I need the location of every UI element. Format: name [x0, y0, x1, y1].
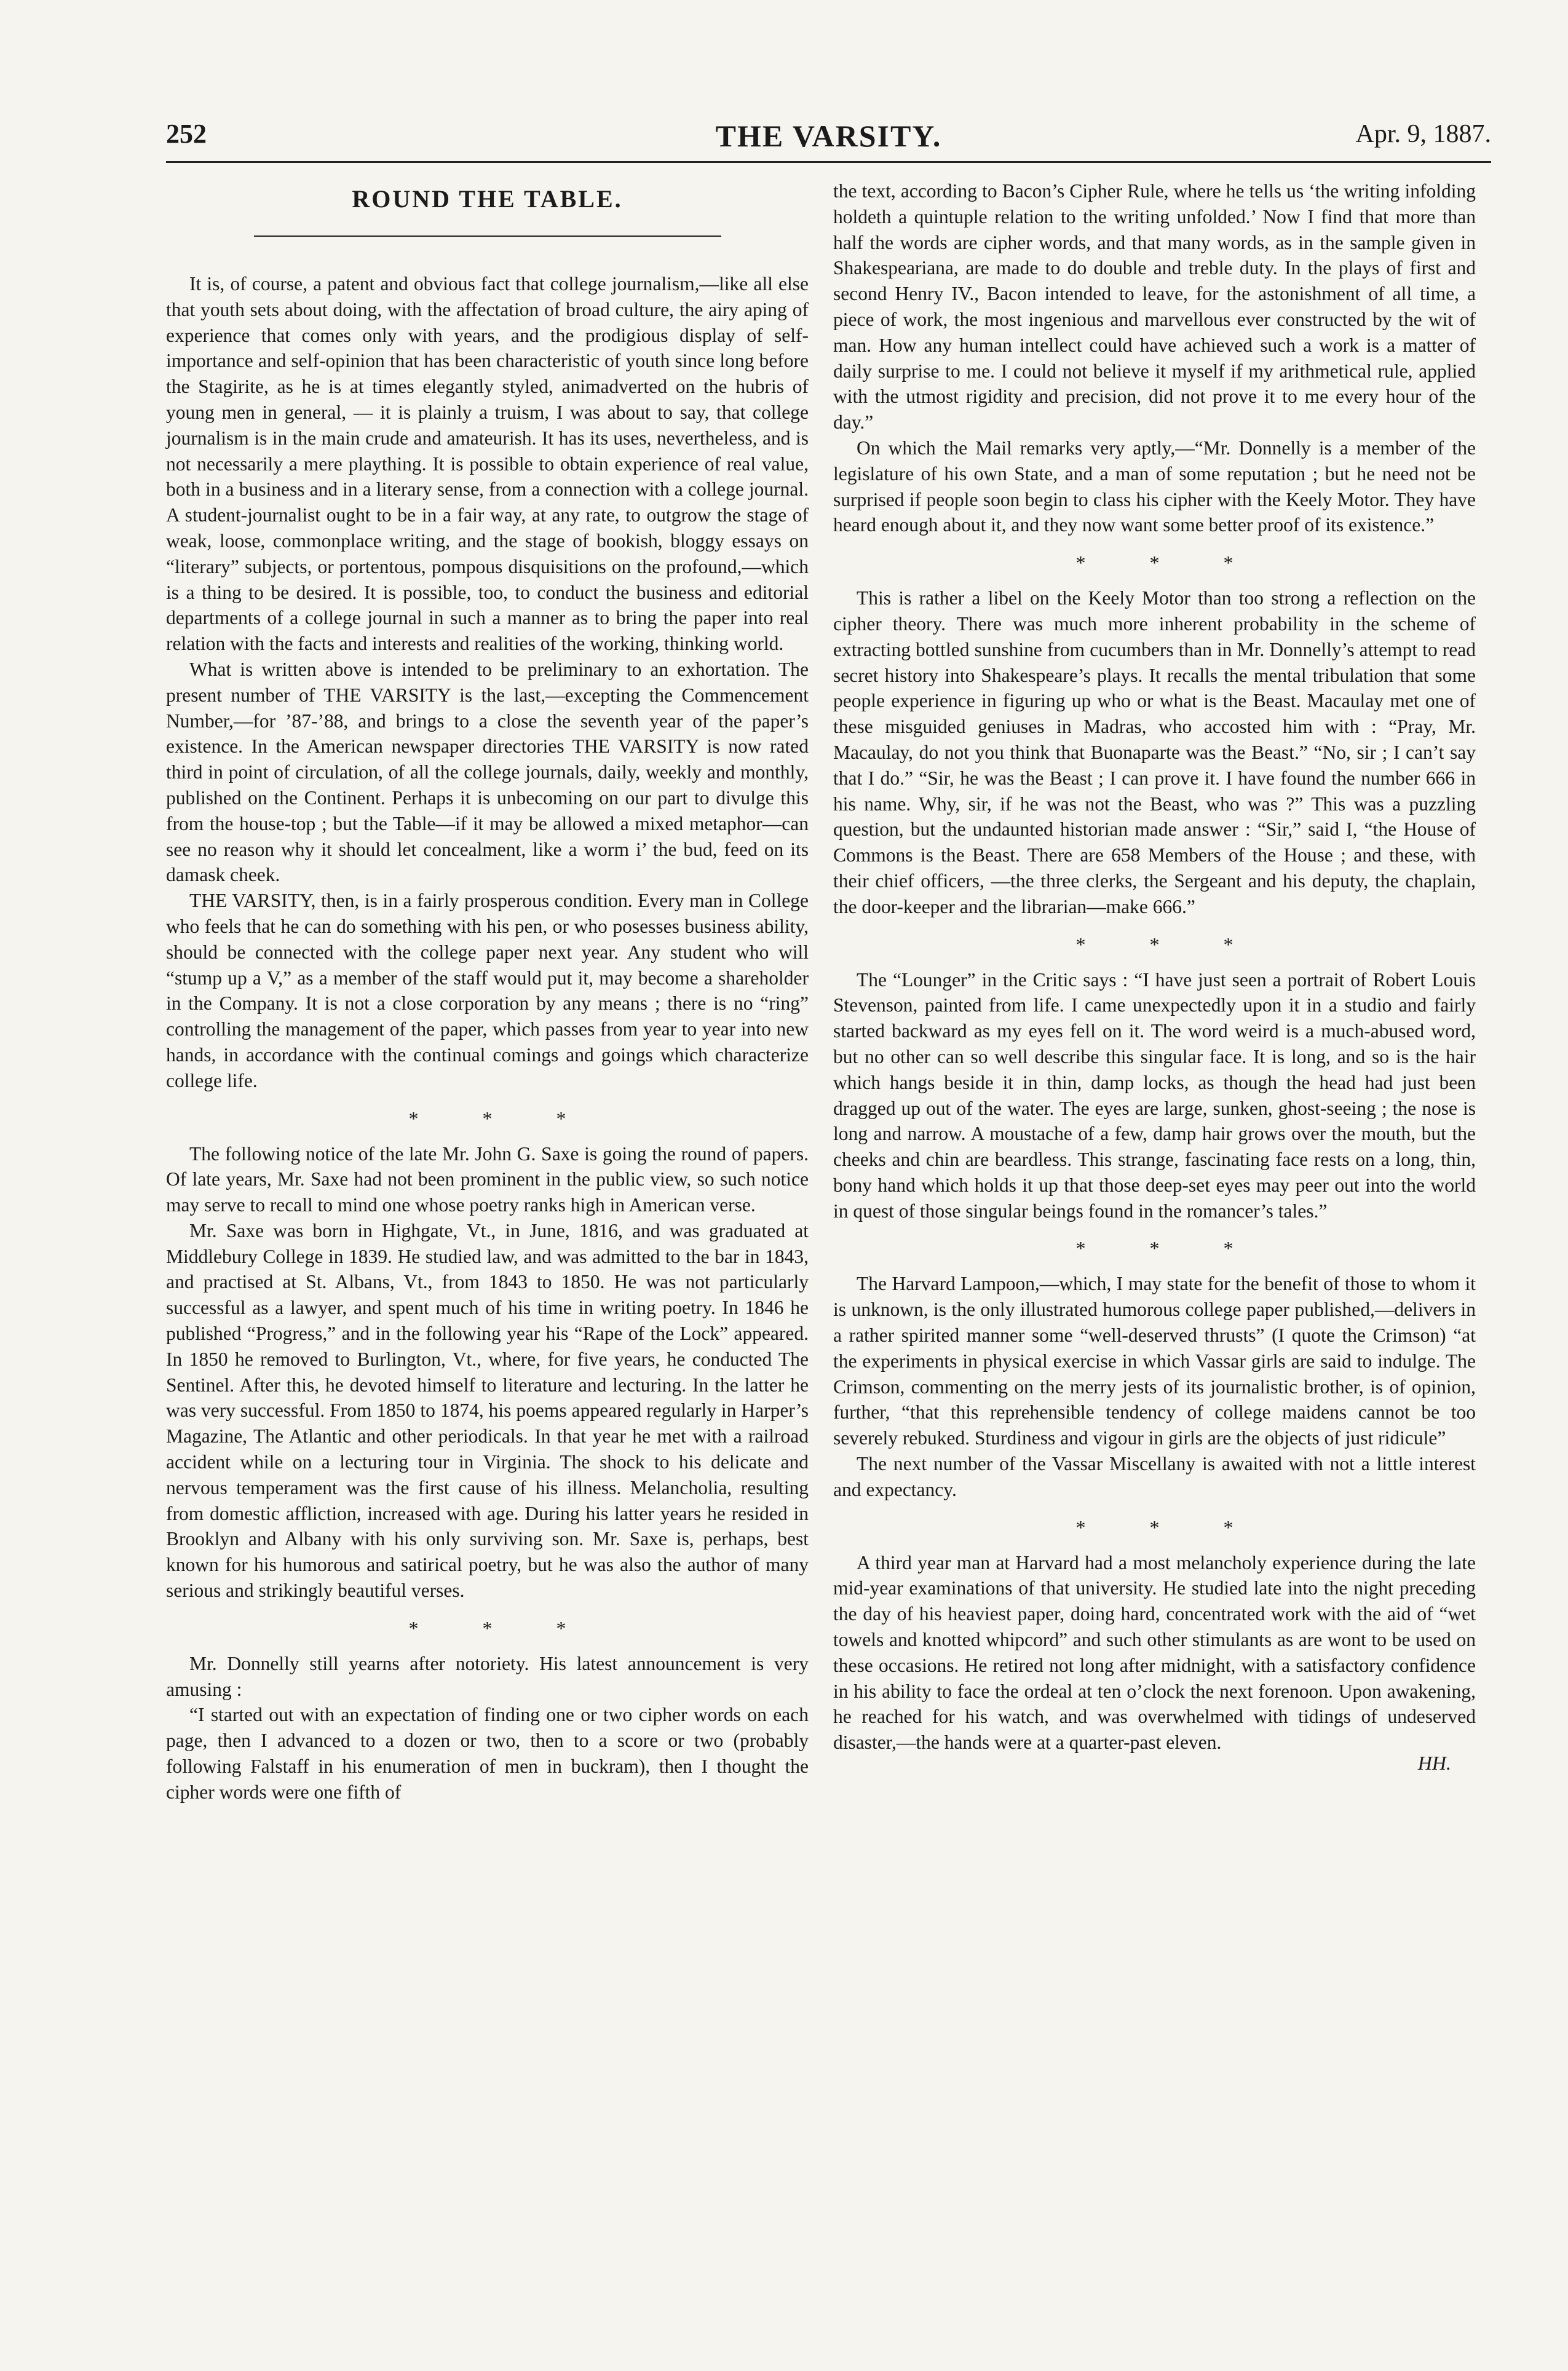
- issue-date: Apr. 9, 1887.: [1355, 120, 1491, 148]
- journal-title: THE VARSITY.: [715, 119, 942, 153]
- left-column: [166, 178, 809, 1805]
- paragraph-college-journalism: It is, of course, a patent and obvious fact that college journalism,—like all else that youth sets about doing, with the affectation of broad culture, the airy aping of experience that comes only with years, and the prodigious display of self-importance and self-opinion that has been characteristic of youth since long before the Stagirite, as he is at times elegantly styled, animadverted on the hubris of young men in general, — it is plainly a truism, I was about to say, that college journalism is in the main crude and amateurish. It has its uses, nevertheless, and is not necessarily a mere plaything. It is possible to obtain experience of real value, both in a business and in a literary sense, from a connection with a college journal. A student-journalist ought to be in a fair way, at any rate, to outgrow the stage of weak, loose, commonplace writing, and the stage of bookish, bloggy essays on “literary” subjects, or portentous, pompous disquisitions on the profound,—which is a thing to be desired. It is possible, too, to conduct the business and editorial departments of a college journal in such a manner as to bring the paper into real relation with the facts and interests and realities of the working, thinking world.: [166, 273, 809, 655]
- paragraph-harvard-student: A third year man at Harvard had a most melancholy experience during the late mid-year examinations of that university. He studied late into the night preceding the day of his heaviest paper, doing hard, concentrated work with the aid of “wet towels and knotted whipcord” and such other stimulants as are wont to be used on these occasions. He retired not long after midnight, with a satisfactory confidence in his ability to face the ordeal at ten o’clock the next forenoon. Upon awakening, he reached for his watch, and was overwhelmed with tidings of undeserved disaster,—the hands were at a quarter-past eleven.: [833, 1551, 1476, 1754]
- paragraph-harvard-lampoon: The Harvard Lampoon,—which, I may state for the benefit of those to whom it is unknown, is the only illustrated humorous college paper published,—delivers in a rather spirited manner some “well-deserved thrusts” (I quote the Crimson) “at the experiments in physical exercise in which Vassar girls are said to indulge. The Crimson, commenting on the merry jests of its journalistic brother, is of opinion, further, “that this reprehensible tendency of college maidens cannot be too severely rebuked. Sturdiness and vigour in girls are the objects of just ridicule”: [833, 1273, 1476, 1449]
- section-separator: * * *: [1075, 1237, 1263, 1260]
- section-separator: * * *: [408, 1107, 596, 1130]
- paragraph-donnelly-quote-continued: the text, according to Bacon’s Cipher Rule, where he tells us ‘the writing infolding holdeth a quintuple relation to the writing unfolded.’ Now I find that more than half the words are cipher words, and that many words, as in the sample given in Shakespeariana, are made to do double and treble duty. In the plays of first and second Henry IV., Bacon intended to leave, for the astonishment of all time, a piece of work, the most ingenious and marvellous ever constructed by the wit of man. How any human intellect could have achieved such a work is a matter of daily surprise to me. I could not believe it myself if my arithmetical rule, applied with the utmost rigidity and precision, did not prove it to me every hour of the day.”: [833, 180, 1476, 433]
- paragraph-exhortation: What is written above is intended to be preliminary to an exhortation. The present number of THE VARSITY is the last,—excepting the Commencement Number,—for ’87-’88, and brings to a close the seventh year of the paper’s existence. In the American newspaper directories THE VARSITY is now rated third in point of circulation, of all the college journals, daily, weekly and monthly, published on the Continent. Perhaps it is unbecoming on our part to divulge this from the house-top ; but the Table—if it may be allowed a mixed metaphor—can see no reason why it should let concealment, like a worm i’ the bud, feed on its damask cheek.: [166, 658, 809, 886]
- paragraph-varsity-condition: THE VARSITY, then, is in a fairly prosperous condition. Every man in College who feels that he can do something with his pen, or who posesses business ability, should be connected with the college paper next year. Any student who will “stump up a V,” as a member of the staff would put it, may become a shareholder in the Company. It is not a close corporation by any means ; there is no “ring” controlling the management of the paper, which passes from year to year into new hands, in accordance with the continual comings and goings which characterize college life.: [166, 890, 809, 1091]
- title-rule: [254, 236, 721, 237]
- paragraph-keely-motor: This is rather a libel on the Keely Motor than too strong a reflection on the cipher theory. There was much more inherent probability in the scheme of extracting bottled sunshine from cucumbers than in Mr. Donnelly’s attempt to read secret history into Shakespeare’s plays. It recalls the mental tribulation that some people experience in figuring up who or what is the Beast. Macaulay met one of these misguided geniuses in Madras, who accosted him with : “Pray, Mr. Macaulay, do not you think that Buonaparte was the Beast.” “No, sir ; I can’t say that I do.” “Sir, he was the Beast ; I can prove it. I have found the number 666 in his name. Why, sir, if he was not the Beast, who was ?” This was a puzzling question, but the undaunted historian made answer : “Sir,” said I, “the House of Commons is the Beast. There are 658 Members of the House ; and these, with their chief officers, —the three clerks, the Sergeant and his deputy, the chaplain, the door-keeper and the librarian—make 666.”: [833, 587, 1476, 917]
- right-column: [833, 178, 1476, 1775]
- section-separator: * * *: [1075, 933, 1263, 956]
- header-rule: [166, 161, 1491, 163]
- section-separator: * * *: [408, 1617, 596, 1639]
- page-number: 252: [166, 119, 207, 149]
- page-header: [166, 118, 1491, 161]
- section-separator: * * *: [1075, 552, 1263, 574]
- paragraph-saxe-biography: Mr. Saxe was born in Highgate, Vt., in June, 1816, and was graduated at Middlebury College in 1839. He studied law, and was admitted to the bar in 1843, and practised at St. Albans, Vt., from 1843 to 1850. He was not particularly successful as a lawyer, and spent much of his time in writing poetry. In 1846 he published “Progress,” and in the following year his “Rape of the Lock” appeared. In 1850 he removed to Burlington, Vt., where, for five years, he conducted The Sentinel. After this, he devoted himself to literature and lecturing. In the latter he was very successful. From 1850 to 1874, his poems appeared regularly in Harper’s Magazine, The Atlantic and other periodicals. In that year he met with a railroad accident while on a lecturing tour in Virginia. The shock to his delicate and nervous temperament was the first cause of his illness. Melancholia, resulting from domestic affliction, increased with age. During his latter years he resided in Brooklyn and Albany with his only surviving son. Mr. Saxe is, perhaps, best known for his humorous and satirical poetry, but he was also the author of many serious and strikingly beautiful verses.: [166, 1219, 809, 1602]
- author-signature: HH.: [1417, 1752, 1451, 1775]
- paragraph-stevenson-portrait: The “Lounger” in the Critic says : “I have just seen a portrait of Robert Louis Stevenson, painted from life. I came unexpectedly upon it in a studio and fairly started backward as my eyes fell on it. The word weird is a much-abused word, but no other can so well describe this singular face. It is long, and so is the hair which hangs beside it in thin, damp locks, as though the head had just been dragged up out of the water. The eyes are large, sunken, ghost-seeing ; the nose is long and narrow. A moustache of a few, damp hair grows over the mouth, but the cheeks and chin are beardless. This strange, fascinating face rests on a long, thin, bony hand which holds it up that those deep-set eyes may peer out into the world in quest of those singular beings found in the romancer’s tales.”: [833, 968, 1476, 1222]
- paragraph-saxe-notice: The following notice of the late Mr. John G. Saxe is going the round of papers. Of late years, Mr. Saxe had not been prominent in the public view, so such notice may serve to recall to mind one whose poetry ranks high in American verse.: [166, 1142, 809, 1216]
- paragraph-donnelly-quote: “I started out with an expectation of finding one or two cipher words on each page, then I advanced to a dozen or two, then to a score or two (probably following Falstaff in his enumeration of men in buckram), then I thought the cipher words were one fifth of: [166, 1704, 809, 1803]
- paragraph-donnelly-intro: Mr. Donnelly still yearns after notoriety. His latest announcement is very amusing :: [166, 1652, 809, 1700]
- paragraph-vassar-miscellany: The next number of the Vassar Miscellany is awaited with not a little interest and expectancy.: [833, 1453, 1476, 1500]
- paragraph-mail-remark: On which the Mail remarks very aptly,—“Mr. Donnelly is a member of the legislature of his own State, and a man of some reputation ; but he need not be surprised if people soon begin to class his cipher with the Keely Motor. They have heard enough about it, and they now want some better proof of its existence.”: [833, 437, 1476, 536]
- section-title: ROUND THE TABLE.: [352, 185, 623, 213]
- section-separator: * * *: [1075, 1516, 1263, 1538]
